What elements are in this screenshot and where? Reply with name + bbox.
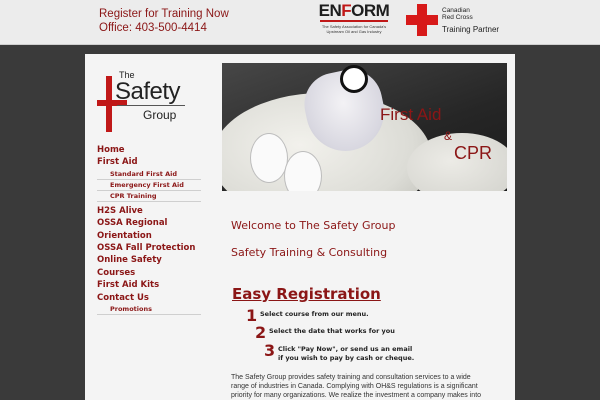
red-cross-icon[interactable] <box>406 4 438 36</box>
enform-underline <box>320 20 388 22</box>
step-1-number: 1 <box>246 306 258 325</box>
nav-cpr-training[interactable]: CPR Training <box>97 191 201 202</box>
logo-divider <box>117 105 185 106</box>
nav-ossa-regional-line2[interactable]: Orientation <box>97 230 152 241</box>
nav-first-aid-kits[interactable]: First Aid Kits <box>97 280 160 291</box>
nav-first-aid[interactable]: First Aid <box>97 157 138 168</box>
nav-standard-first-aid[interactable]: Standard First Aid <box>97 169 201 180</box>
office-phone[interactable]: Office: 403-500-4414 <box>99 22 207 34</box>
step-2-number: 2 <box>255 323 267 342</box>
easy-registration-heading: Easy Registration <box>232 285 381 303</box>
step-1-text: Select course from our menu. <box>260 310 369 318</box>
nav-contact-us[interactable]: Contact Us <box>97 292 149 303</box>
hero-ampersand: & <box>444 129 453 143</box>
nav-ossa-regional[interactable]: OSSA Regional <box>97 218 168 229</box>
register-link[interactable]: Register for Training Now <box>99 8 229 20</box>
tagline-heading: Safety Training & Consulting <box>231 246 388 259</box>
step-3-number: 3 <box>264 341 276 360</box>
safety-group-logo[interactable] <box>97 68 197 148</box>
hero-cpr: CPR <box>454 143 493 163</box>
training-partner-label: Training Partner <box>442 25 500 34</box>
hero-banner <box>222 63 507 191</box>
logo-the: The <box>119 70 135 80</box>
red-cross-horizontal <box>406 15 438 25</box>
intro-line3: priority for many organizations. We realize the investment a company makes into <box>231 392 482 399</box>
nav-emergency-first-aid[interactable]: Emergency First Aid <box>97 180 201 191</box>
intro-paragraph <box>231 373 503 400</box>
red-cross-name <box>442 7 473 21</box>
red-cross-line1: Canadian <box>442 7 470 14</box>
enform-logo[interactable] <box>314 2 394 34</box>
intro-line2: range of industries in Canada. Complying with OH&S regulations is a significant <box>231 383 478 390</box>
nav-promotions[interactable]: Promotions <box>97 304 201 315</box>
step-3-text <box>278 345 414 363</box>
logo-group: Group <box>143 108 177 122</box>
nav-ossa-fall-protection[interactable]: OSSA Fall Protection <box>97 243 196 254</box>
main-nav <box>97 144 201 315</box>
intro-line1: The Safety Group provides safety training and consultation services to a wide <box>231 374 471 381</box>
step-3-line1: Click "Pay Now", or send us an email <box>278 345 413 353</box>
aed-pad-left <box>250 133 288 183</box>
welcome-heading: Welcome to The Safety Group <box>231 219 396 232</box>
enform-wordmark: ENFORM <box>318 1 390 20</box>
nav-online-safety-courses[interactable]: Online Safety Courses <box>97 255 162 278</box>
step-2-text: Select the date that works for you <box>269 327 395 335</box>
hero-first-aid: First Aid <box>380 105 442 124</box>
logo-safety: Safety <box>115 78 181 105</box>
step-3-line2: if you wish to pay by cash or cheque. <box>278 354 415 362</box>
nav-h2s-alive[interactable]: H2S Alive <box>97 205 143 216</box>
top-bar <box>0 0 600 45</box>
wristwatch-icon <box>340 65 368 93</box>
red-cross-line2: Red Cross <box>442 14 473 21</box>
nav-home[interactable]: Home <box>97 145 125 155</box>
sidebar <box>85 54 213 400</box>
enform-tagline: The Safety Association for Canada's Upstream Oil and Gas Industry <box>321 24 387 34</box>
